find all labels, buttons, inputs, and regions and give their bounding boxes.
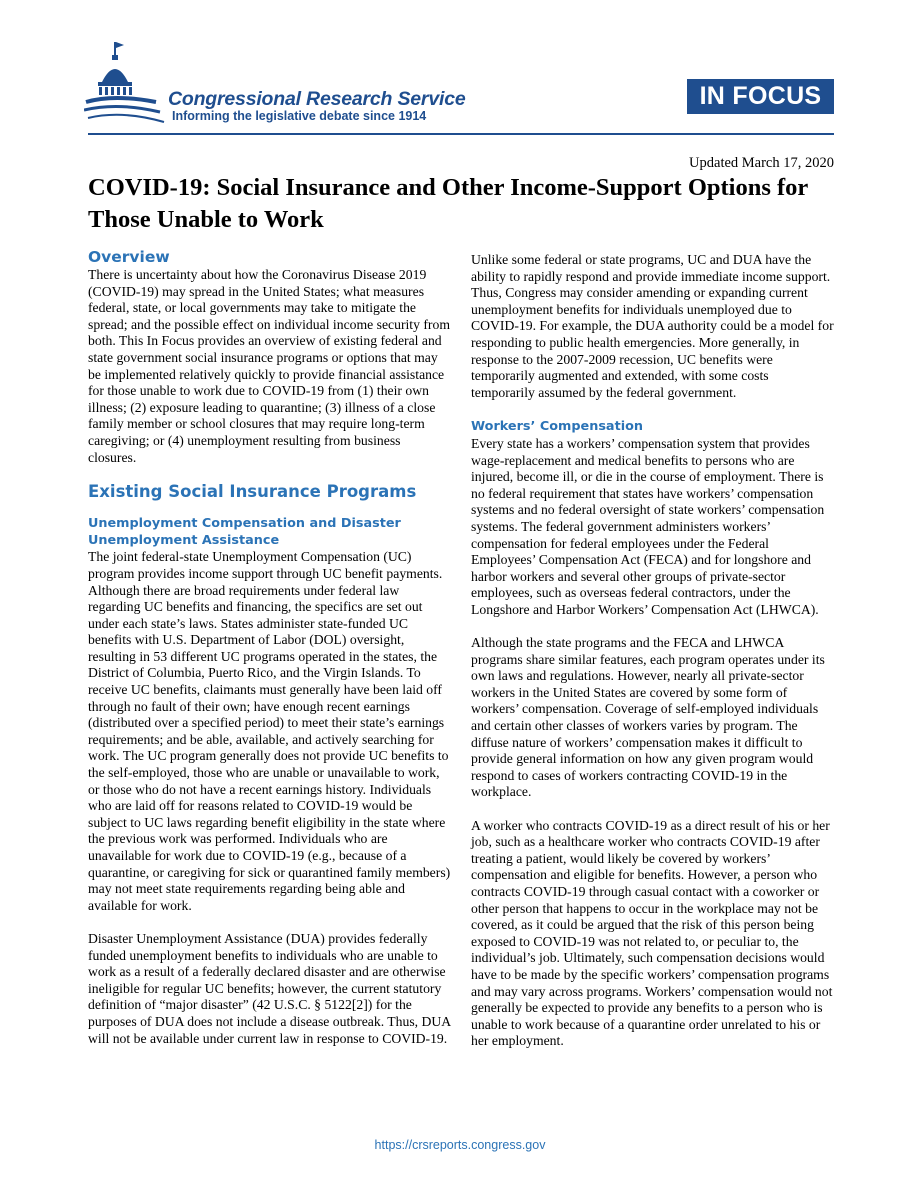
right-column xyxy=(471,252,835,1050)
wc-heading: Workers’ Compensation xyxy=(471,419,643,435)
overview-heading: Overview xyxy=(88,248,170,266)
programs-heading: Existing Social Insurance Programs xyxy=(88,482,417,502)
left-column xyxy=(88,247,452,1047)
overview-paragraph: There is uncertainty about how the Coronavirus Disease 2019 (COVID-19) may spread in the United States; what measures federal, state, or local governments may take to mitigate the spread; and the possible effect on individual income security from both. This In Focus provides an overview of existing federal and state government social insurance programs or options that may be implemented relatively quickly to provide financial assistance for those unable to work due to COVID-19 from (1) their own illness; (2) exposure leading to quarantine; (3) illness of a close family member or school closures that may require long-term caregiving; or (4) unemployment resulting from business closures. xyxy=(88,267,450,465)
crs-logo[interactable] xyxy=(84,40,504,132)
footer-link[interactable]: https://crsreports.congress.gov xyxy=(374,1138,546,1152)
dua-paragraph: Disaster Unemployment Assistance (DUA) provides federally funded unemployment benefits to individuals who are unable to work as a result of a federally declared disaster and are otherwise ineligible for regular UC benefits; however, the current statutory definition of “major disaster” (42 U.S.C. § 5122[2]) for the purposes of DUA does not include a disease outbreak. Thus, DUA will not be available under current law in response to COVID-19. xyxy=(88,930,451,1046)
wc-paragraph-3: A worker who contracts COVID-19 as a direct result of his or her job, such as a healthcare worker who contracts COVID-19 after treating a patient, would likely be covered by workers’ compensation and eligible for benefits. However, a person who contracts COVID-19 through casual contact with a coworker or other person that happens to occur in the workplace may not be covered, as it could be argued that the risk of this person being exposed to COVID-19 was not related to, or peculiar to, the individual’s job. Ultimately, such compensation decisions would have to be made by the specific workers’ compensation programs and may vary across programs. Workers’ compensation would not generally be expected to provide any benefits to a person who is unable to work because of a quarantine order unrelated to his or her employment. xyxy=(471,817,833,1049)
org-name: Congressional Research Service xyxy=(168,88,466,110)
wc-paragraph-1: Every state has a workers’ compensation system that provides wage-replacement and medical benefits to persons who are injured, become ill, or die in the course of employment. There is no federal requirement that states have workers’ compensation systems and no federal oversight of state workers’ compensation systems. The federal government administers workers’ compensation for federal employees under the Federal Employees’ Compensation Act (FECA) and for longshore and harbor workers and several other groups of private-sector employees, such as overseas federal contractors, under the Longshore and Harbor Workers’ Compensation Act (LHWCA). xyxy=(471,435,825,617)
page-title: COVID-19: Social Insurance and Other Income-Support Options for Those Unable to Work xyxy=(88,174,808,233)
wc-paragraph-2: Although the state programs and the FECA and LHWCA programs share similar features, each program operates under its own laws and regulations. However, nearly all private-sector workers in the United States are covered by some form of workers’ compensation. Coverage of self-employed individuals and certain other classes of workers varies by program. The diffuse nature of workers’ compensation makes it difficult to provide general information on how any given program would respond to cases of workers contracting COVID-19 in the workplace. xyxy=(471,635,825,800)
updated-date: Updated March 17, 2020 xyxy=(689,155,834,171)
org-tagline: Informing the legislative debate since 1914 xyxy=(172,109,427,123)
uc-heading: Unemployment Compensation and Disaster Unemployment Assistance xyxy=(88,516,401,548)
capitol-dome-icon xyxy=(84,40,168,132)
intro-paragraph: Unlike some federal or state programs, UC and DUA have the ability to rapidly respond and provide immediate income support. Thus, Congress may consider amending or expanding current unemployment benefits for individuals unemployed due to COVID-19. For example, the DUA authority could be a model for responding to public health emergencies. More generally, in response to the 2007-2009 recession, UC benefits were temporarily augmented and extended, with some costs temporarily assumed by the federal government. xyxy=(471,252,834,400)
header-divider xyxy=(88,133,834,135)
uc-paragraph: The joint federal-state Unemployment Compensation (UC) program provides income support through UC benefit payments. Although there are broad requirements under federal law regarding UC benefits and financing, the specifics are set out under each state’s laws. States administer state-funded UC benefits with U.S. Department of Labor (DOL) oversight, resulting in 53 different UC programs operated in the states, the District of Columbia, Puerto Rico, and the Virgin Islands. To receive UC benefits, claimants must generally have been laid off through no fault of their own; have enough recent earnings (distributed over a specified period) to meet their state’s earnings requirements; and be able, available, and actively searching for work. The UC program generally does not provide UC benefits to the self-employed, those who are unable or unavailable to work, or those who do not have a recent earnings history. Individuals who are laid off for reasons related to COVID-19 would be subject to UC laws regarding benefit eligibility in the state where the previous work was performed. Individuals who are unavailable for work due to COVID-19 (e.g., because of a quarantine, or caregiving for sick or quarantined family members) may not meet state requirements regarding being able and available for work. xyxy=(88,549,451,913)
in-focus-badge: IN FOCUS xyxy=(687,79,834,114)
